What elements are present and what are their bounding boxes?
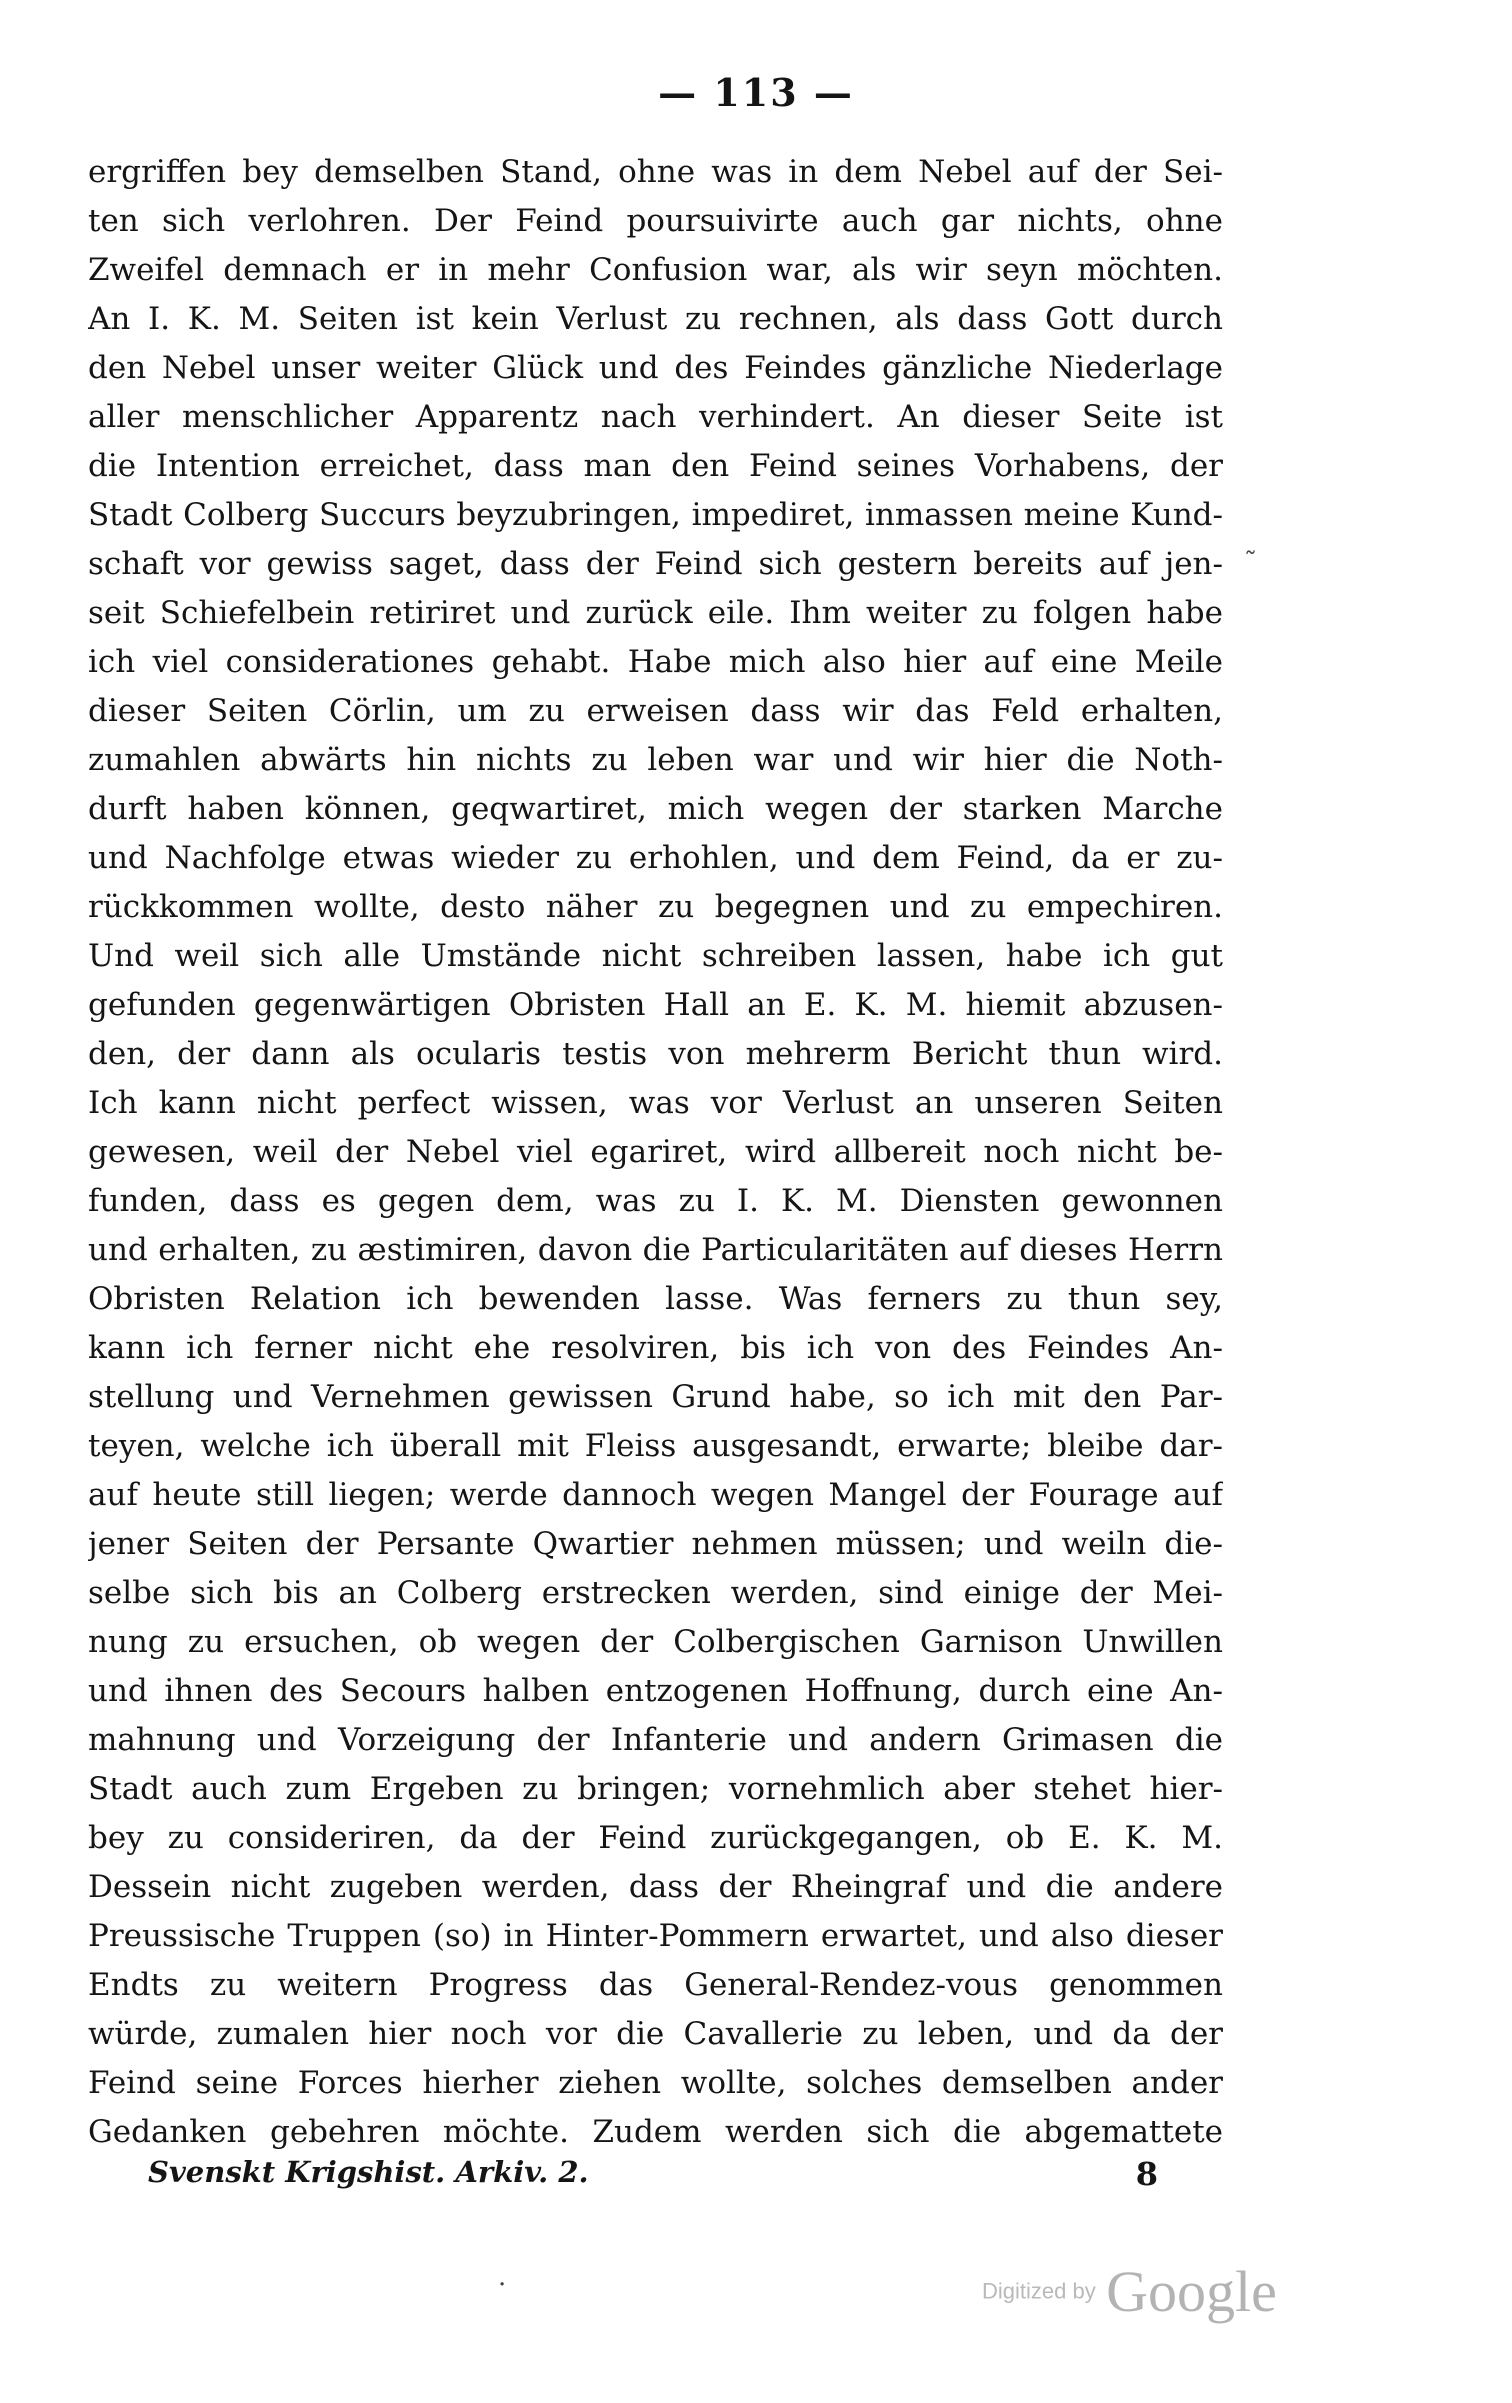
text-line: würde, zumalen hier noch vor die Cavallerie zu leben, und da der	[88, 2016, 1223, 2052]
text-line: mahnung und Vorzeigung der Infanterie und andern Grimasen die	[88, 1722, 1223, 1758]
text-line: selbe sich bis an Colberg erstrecken werden, sind einige der Mei-	[88, 1575, 1223, 1611]
text-line: rückkommen wollte, desto näher zu begegnen und zu empechiren.	[88, 889, 1223, 925]
text-line: jener Seiten der Persante Qwartier nehmen müssen; und weiln die-	[88, 1526, 1223, 1562]
text-line: bey zu consideriren, da der Feind zurückgegangen, ob E. K. M.	[88, 1820, 1223, 1856]
text-line: den Nebel unser weiter Glück und des Feindes gänzliche Niederlage	[88, 350, 1223, 386]
watermark-prefix: Digitized by	[982, 2278, 1096, 2304]
text-line: die Intention erreichet, dass man den Feind seines Vorhabens, der	[88, 448, 1223, 484]
text-line: Und weil sich alle Umstände nicht schreiben lassen, habe ich gut	[88, 938, 1223, 974]
text-line: dieser Seiten Cörlin, um zu erweisen dass wir das Feld erhalten,	[88, 693, 1223, 729]
text-line: ergriffen bey demselben Stand, ohne was in dem Nebel auf der Sei-	[88, 154, 1223, 190]
printer-signature: Svenskt Krigshist. Arkiv. 2.	[148, 2155, 589, 2189]
text-line: Stadt Colberg Succurs beyzubringen, impediret, inmassen meine Kund-	[88, 497, 1223, 533]
google-logo: Google	[1106, 2259, 1277, 2324]
digitization-watermark	[982, 2258, 1277, 2325]
text-line: Obristen Relation ich bewenden lasse. Was ferners zu thun sey,	[88, 1281, 1223, 1317]
text-line: An I. K. M. Seiten ist kein Verlust zu rechnen, als dass Gott durch	[88, 301, 1223, 337]
text-line: schaft vor gewiss saget, dass der Feind sich gestern bereits auf jen-	[88, 546, 1223, 582]
text-line: Preussische Truppen (so) in Hinter-Pommern erwartet, und also dieser	[88, 1918, 1223, 1954]
text-line: Ich kann nicht perfect wissen, was vor Verlust an unseren Seiten	[88, 1085, 1223, 1121]
text-line: und erhalten, zu æstimiren, davon die Particularitäten auf dieses Herrn	[88, 1232, 1223, 1268]
text-line: Gedanken gebehren möchte. Zudem werden sich die abgemattete	[88, 2114, 1223, 2150]
text-line: ich viel considerationes gehabt. Habe mich also hier auf eine Meile	[88, 644, 1223, 680]
text-line: aller menschlicher Apparentz nach verhindert. An dieser Seite ist	[88, 399, 1223, 435]
margin-mark: ˜	[1244, 548, 1257, 578]
page-footer	[148, 2155, 1158, 2193]
text-line: Dessein nicht zugeben werden, dass der Rheingraf und die andere	[88, 1869, 1223, 1905]
text-line: teyen, welche ich überall mit Fleiss ausgesandt, erwarte; bleibe dar-	[88, 1428, 1223, 1464]
text-line: Endts zu weitern Progress das General-Rendez-vous genommen	[88, 1967, 1223, 2003]
body-text	[88, 148, 1223, 2157]
text-line: gefunden gegenwärtigen Obristen Hall an E. K. M. hiemit abzusen-	[88, 987, 1223, 1023]
text-line: stellung und Vernehmen gewissen Grund habe, so ich mit den Par-	[88, 1379, 1223, 1415]
sheet-number: 8	[1135, 2155, 1158, 2193]
text-line: durft haben können, geqwartiret, mich wegen der starken Marche	[88, 791, 1223, 827]
text-line: den, der dann als ocularis testis von mehrerm Bericht thun wird.	[88, 1036, 1223, 1072]
text-line: gewesen, weil der Nebel viel egariret, wird allbereit noch nicht be-	[88, 1134, 1223, 1170]
text-line: ten sich verlohren. Der Feind poursuivirte auch gar nichts, ohne	[88, 203, 1223, 239]
text-line: Zweifel demnach er in mehr Confusion war, als wir seyn möchten.	[88, 252, 1223, 288]
text-line: seit Schiefelbein retiriret und zurück eile. Ihm weiter zu folgen habe	[88, 595, 1223, 631]
text-line: nung zu ersuchen, ob wegen der Colbergischen Garnison Unwillen	[88, 1624, 1223, 1660]
page-number: — 113 —	[658, 70, 854, 115]
text-line: auf heute still liegen; werde dannoch wegen Mangel der Fourage auf	[88, 1477, 1223, 1513]
text-line: funden, dass es gegen dem, was zu I. K. M. Diensten gewonnen	[88, 1183, 1223, 1219]
text-line: zumahlen abwärts hin nichts zu leben war und wir hier die Noth-	[88, 742, 1223, 778]
text-line: Stadt auch zum Ergeben zu bringen; vornehmlich aber stehet hier-	[88, 1771, 1223, 1807]
text-line: kann ich ferner nicht ehe resolviren, bis ich von des Feindes An-	[88, 1330, 1223, 1366]
text-line: Feind seine Forces hierher ziehen wollte, solches demselben ander	[88, 2065, 1223, 2101]
text-line: und Nachfolge etwas wieder zu erhohlen, und dem Feind, da er zu-	[88, 840, 1223, 876]
text-line: und ihnen des Secours halben entzogenen Hoffnung, durch eine An-	[88, 1673, 1223, 1709]
margin-mark: ·	[498, 2270, 507, 2300]
